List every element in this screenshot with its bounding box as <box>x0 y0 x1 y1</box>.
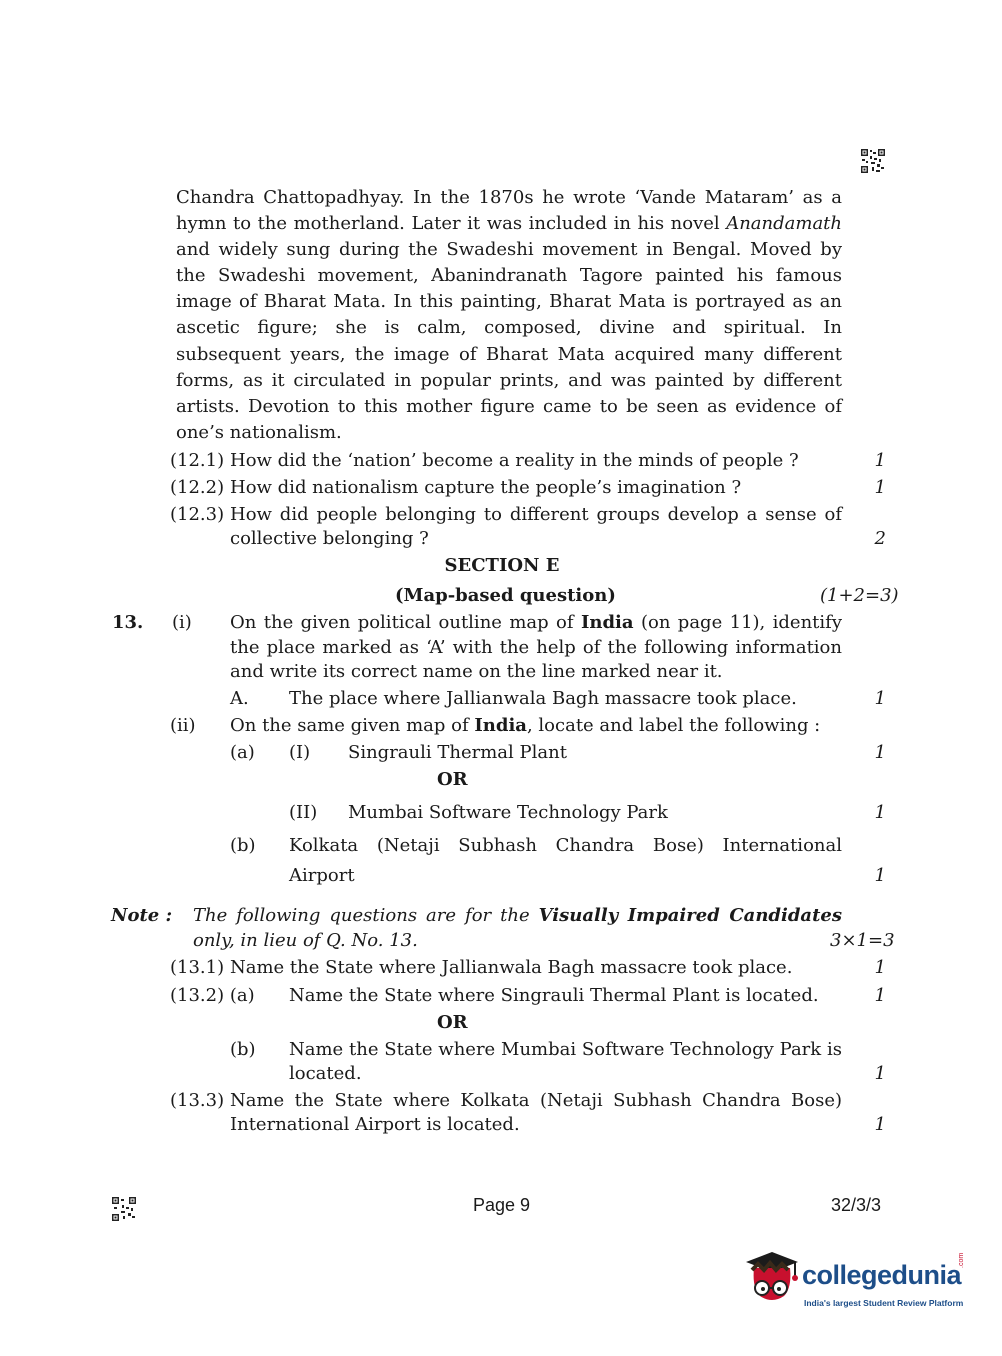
q13-ii-label: (ii) <box>170 715 196 736</box>
section-total-marks: (1+2=3) <box>820 585 899 606</box>
or-separator-1: OR <box>437 769 468 790</box>
q13-I-marks: 1 <box>874 742 886 763</box>
q13-3-marks: 1 <box>874 1114 886 1135</box>
q13-II-text: Mumbai Software Technology Park <box>348 802 668 823</box>
section-subtitle: (Map-based question) <box>395 585 616 606</box>
q13-2b-marks: 1 <box>874 1063 886 1084</box>
mascot-icon <box>742 1248 800 1314</box>
q13-i-line1: On the given political outline map of India (on page 11), identify <box>230 612 843 633</box>
q12-2-marks: 1 <box>874 477 886 498</box>
q12-2-number: (12.2) <box>170 477 225 498</box>
q12-3-line2: collective belonging ? <box>230 528 429 549</box>
q12-2-text: How did nationalism capture the people’s imagination ? <box>230 477 742 498</box>
q13-2b-line1: Name the State where Mumbai Software Technology Park is <box>289 1039 842 1060</box>
brand-dotcom: .com <box>958 1252 965 1268</box>
q13-number: 13. <box>112 612 144 633</box>
q13-2b-line2: located. <box>289 1063 362 1084</box>
q13-3-line2: International Airport is located. <box>230 1114 520 1135</box>
q13-b-line2: Airport <box>289 865 355 886</box>
q12-3-number: (12.3) <box>170 504 225 525</box>
q13-b-label: (b) <box>230 835 256 856</box>
brand-name: collegedunia <box>802 1260 962 1290</box>
q13-A-label: A. <box>230 688 249 709</box>
q12-1-number: (12.1) <box>170 450 225 471</box>
q13-i-label: (i) <box>172 612 192 633</box>
collegedunia-logo <box>742 1248 965 1320</box>
q13-I-label: (I) <box>289 742 311 763</box>
q12-1-marks: 1 <box>874 450 886 471</box>
q13-1-number: (13.1) <box>170 957 225 978</box>
q13-II-marks: 1 <box>874 802 886 823</box>
note-line2: only, in lieu of Q. No. 13. <box>193 930 418 951</box>
q12-3-marks: 2 <box>874 528 886 549</box>
q12-1-text: How did the ‘nation’ become a reality in the minds of people ? <box>230 450 799 471</box>
q13-II-label: (II) <box>289 802 318 823</box>
q13-b-marks: 1 <box>874 865 886 886</box>
q13-2a-marks: 1 <box>874 985 886 1006</box>
q13-2a-text: Name the State where Singrauli Thermal Plant is located. <box>289 985 819 1006</box>
or-separator-2: OR <box>437 1012 468 1033</box>
q13-ii-text: On the same given map of India, locate and label the following : <box>230 715 821 736</box>
passage-text: Chandra Chattopadhyay. In the 1870s he wrote ‘Vande Mataram’ as a hymn to the motherland. Later it was included in his novel Anandamath and widely sung during the Swadeshi movement in Bengal. Moved by the Swadeshi movement, Abanindranath Tagore painted his famous image of Bharat Mata. In this painting, Bharat Mata is portrayed as an ascetic figure; she is calm, composed, divine and spiritual. In subsequent years, the image of Bharat Mata acquired many different forms, as it circulated in popular prints, and was painted by different artists. Devotion to this mother figure came to be seen as evidence of one’s nationalism. <box>176 187 842 443</box>
q13-3-line1: Name the State where Kolkata (Netaji Subhash Chandra Bose) <box>230 1090 842 1111</box>
q13-2-number: (13.2) (a) <box>170 985 255 1006</box>
q13-i-line3: and write its correct name on the line marked near it. <box>230 661 723 682</box>
section-title: SECTION E <box>444 555 560 576</box>
qr-code-top <box>860 148 886 174</box>
note-label: Note : <box>111 905 173 926</box>
q13-I-text: Singrauli Thermal Plant <box>348 742 567 763</box>
paper-code: 32/3/3 <box>831 1195 882 1215</box>
brand-tagline: India's largest Student Review Platform <box>804 1298 964 1308</box>
note-line1: The following questions are for the Visually Impaired Candidates <box>193 905 842 926</box>
q13-2b-label: (b) <box>230 1039 256 1060</box>
q13-A-text: The place where Jallianwala Bagh massacre took place. <box>289 688 797 709</box>
qr-code-bottom <box>111 1196 137 1222</box>
q13-1-text: Name the State where Jallianwala Bagh massacre took place. <box>230 957 793 978</box>
q13-3-number: (13.3) <box>170 1090 225 1111</box>
page-number: Page 9 <box>473 1195 531 1215</box>
q13-i-line2: the place marked as ‘A’ with the help of the following information <box>230 637 842 658</box>
q12-3-line1: How did people belonging to different groups develop a sense of <box>230 504 842 525</box>
q13-a-label: (a) <box>230 742 255 763</box>
q13-A-marks: 1 <box>874 688 886 709</box>
q13-b-line1: Kolkata (Netaji Subhash Chandra Bose) International <box>289 835 842 856</box>
q13-1-marks: 1 <box>874 957 886 978</box>
note-marks: 3×1=3 <box>830 930 895 951</box>
